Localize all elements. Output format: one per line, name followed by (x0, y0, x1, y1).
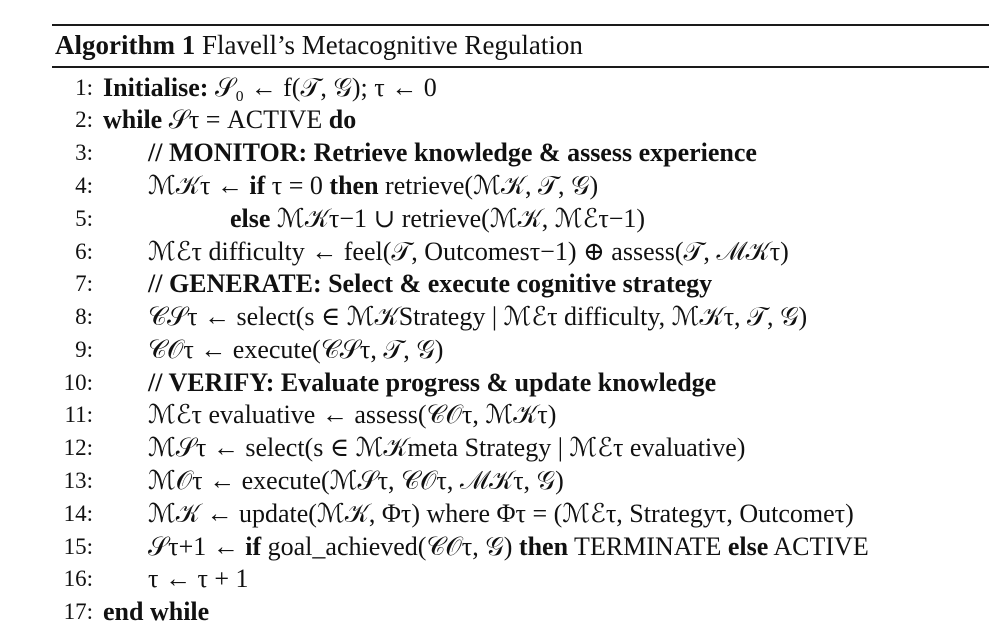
line-code: else ℳ𝒦τ−1 ∪ retrieve(ℳ𝒦, ℳℰτ−1) (230, 204, 646, 233)
line-number: 4: (75, 173, 93, 198)
line-code: // VERIFY: Evaluate progress & update knowledge (148, 368, 717, 397)
line-code: end while (103, 597, 210, 626)
line-code: // GENERATE: Select & execute cognitive strategy (148, 269, 713, 298)
line-code: ℳ𝒪τ ← execute(ℳ𝒮τ, 𝒞𝒪τ, ℳ𝒦τ, 𝒢) (148, 466, 564, 495)
caption-rule (52, 66, 989, 68)
line-number: 13: (63, 468, 93, 493)
algorithm-caption (55, 28, 583, 62)
line-number: 10: (63, 370, 93, 395)
line-code: ℳℰτ evaluative ← assess(𝒞𝒪τ, ℳ𝒦τ) (148, 400, 557, 429)
line-code: 𝒮τ+1 ← if goal_achieved(𝒞𝒪τ, 𝒢) then TERMINATE else ACTIVE (148, 532, 869, 561)
line-number: 14: (63, 501, 93, 526)
line-number: 1: (75, 75, 93, 100)
line-number: 17: (63, 599, 93, 624)
line-code: τ ← τ + 1 (148, 564, 249, 593)
line-code: 𝒞𝒮τ ← select(s ∈ ℳ𝒦Strategy | ℳℰτ difficulty, ℳ𝒦τ, 𝒯, 𝒢) (148, 302, 808, 331)
line-number: 7: (75, 271, 93, 296)
line-code: ℳ𝒦τ ← if τ = 0 then retrieve(ℳ𝒦, 𝒯, 𝒢) (148, 171, 599, 200)
algorithm-title: Flavell’s Metacognitive Regulation (201, 30, 583, 60)
line-code: ℳ𝒦 ← update(ℳ𝒦, Φτ) where Φτ = (ℳℰτ, Strategyτ, Outcomeτ) (148, 499, 854, 528)
line-number: 2: (75, 107, 93, 132)
line-code: // MONITOR: Retrieve knowledge & assess experience (148, 138, 757, 167)
line-number: 16: (63, 566, 93, 591)
line-number: 8: (75, 304, 93, 329)
line-number: 6: (75, 239, 93, 264)
line-number: 5: (75, 206, 93, 231)
algorithm-label: Algorithm 1 (55, 30, 196, 60)
line-code: 𝒞𝒪τ ← execute(𝒞𝒮τ, 𝒯, 𝒢) (148, 335, 444, 364)
line-number: 3: (75, 140, 93, 165)
line-number: 12: (63, 435, 93, 460)
line-number: 11: (64, 402, 93, 427)
line-code: while 𝒮τ = ACTIVE do (103, 105, 357, 134)
line-code: Initialise: 𝒮₀ ← f(𝒯, 𝒢); τ ← 0 (103, 73, 437, 102)
line-number: 15: (63, 534, 93, 559)
top-rule (52, 24, 989, 26)
line-number: 9: (75, 337, 93, 362)
line-code: ℳℰτ difficulty ← feel(𝒯, Outcomesτ−1) ⊕ assess(𝒯, ℳ𝒦τ) (148, 237, 789, 266)
line-code: ℳ𝒮τ ← select(s ∈ ℳ𝒦meta Strategy | ℳℰτ evaluative) (148, 433, 746, 462)
